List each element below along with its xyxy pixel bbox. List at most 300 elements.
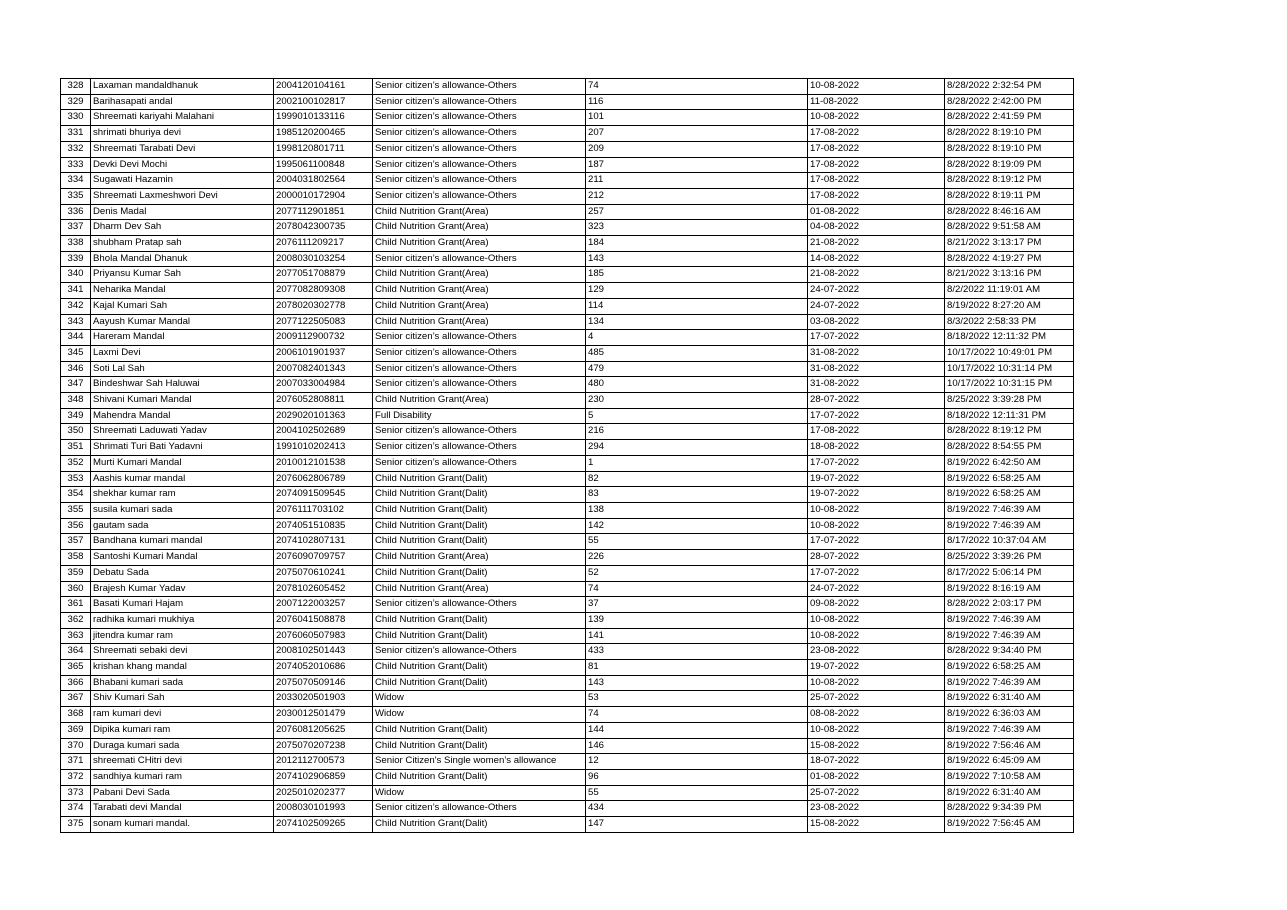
timestamp-cell: 8/28/2022 8:54:55 PM bbox=[945, 440, 1074, 456]
serial-number-cell: 338 bbox=[61, 236, 91, 252]
table-row bbox=[61, 236, 1074, 252]
amount-cell: 74 bbox=[586, 707, 808, 723]
timestamp-cell: 8/19/2022 7:56:46 AM bbox=[945, 738, 1074, 754]
name-cell: Tarabati devi Mandal bbox=[91, 801, 274, 817]
table-row bbox=[61, 94, 1074, 110]
amount-cell: 1 bbox=[586, 455, 808, 471]
id-number-cell: 2006101901937 bbox=[274, 345, 373, 361]
date-cell: 09-08-2022 bbox=[808, 597, 945, 613]
name-cell: ram kumari devi bbox=[91, 707, 274, 723]
id-number-cell: 2012112700573 bbox=[274, 754, 373, 770]
timestamp-cell: 8/21/2022 3:13:16 PM bbox=[945, 267, 1074, 283]
amount-cell: 142 bbox=[586, 518, 808, 534]
id-number-cell: 2007082401343 bbox=[274, 361, 373, 377]
table-row bbox=[61, 110, 1074, 126]
date-cell: 25-07-2022 bbox=[808, 691, 945, 707]
allowance-type-cell: Senior citizen’s allowance-Others bbox=[373, 455, 586, 471]
table-row bbox=[61, 440, 1074, 456]
name-cell: Duraga kumari sada bbox=[91, 738, 274, 754]
serial-number-cell: 334 bbox=[61, 173, 91, 189]
date-cell: 17-08-2022 bbox=[808, 173, 945, 189]
allowance-type-cell: Senior citizen’s allowance-Others bbox=[373, 79, 586, 95]
amount-cell: 5 bbox=[586, 408, 808, 424]
name-cell: Kajal Kumari Sah bbox=[91, 298, 274, 314]
allowance-type-cell: Senior citizen’s allowance-Others bbox=[373, 126, 586, 142]
table-row bbox=[61, 550, 1074, 566]
timestamp-cell: 8/25/2022 3:39:28 PM bbox=[945, 393, 1074, 409]
table-row bbox=[61, 424, 1074, 440]
allowance-type-cell: Child Nutrition Grant(Dalit) bbox=[373, 817, 586, 833]
serial-number-cell: 369 bbox=[61, 722, 91, 738]
amount-cell: 226 bbox=[586, 550, 808, 566]
allowance-type-cell: Full Disability bbox=[373, 408, 586, 424]
table-body bbox=[61, 79, 1074, 833]
table-row bbox=[61, 471, 1074, 487]
serial-number-cell: 375 bbox=[61, 817, 91, 833]
serial-number-cell: 372 bbox=[61, 769, 91, 785]
id-number-cell: 2007122003257 bbox=[274, 597, 373, 613]
id-number-cell: 2076111703102 bbox=[274, 502, 373, 518]
date-cell: 17-08-2022 bbox=[808, 157, 945, 173]
date-cell: 10-08-2022 bbox=[808, 612, 945, 628]
date-cell: 10-08-2022 bbox=[808, 675, 945, 691]
date-cell: 19-07-2022 bbox=[808, 471, 945, 487]
timestamp-cell: 8/19/2022 6:42:50 AM bbox=[945, 455, 1074, 471]
date-cell: 21-08-2022 bbox=[808, 236, 945, 252]
table-row bbox=[61, 628, 1074, 644]
allowance-type-cell: Widow bbox=[373, 691, 586, 707]
allowance-type-cell: Child Nutrition Grant(Dalit) bbox=[373, 534, 586, 550]
serial-number-cell: 331 bbox=[61, 126, 91, 142]
id-number-cell: 2010012101538 bbox=[274, 455, 373, 471]
date-cell: 17-07-2022 bbox=[808, 455, 945, 471]
allowance-type-cell: Senior citizen’s allowance-Others bbox=[373, 440, 586, 456]
id-number-cell: 2077051708879 bbox=[274, 267, 373, 283]
amount-cell: 209 bbox=[586, 141, 808, 157]
timestamp-cell: 8/28/2022 9:34:40 PM bbox=[945, 644, 1074, 660]
table-row bbox=[61, 251, 1074, 267]
date-cell: 24-07-2022 bbox=[808, 298, 945, 314]
amount-cell: 257 bbox=[586, 204, 808, 220]
name-cell: Pabani Devi Sada bbox=[91, 785, 274, 801]
name-cell: Neharika Mandal bbox=[91, 283, 274, 299]
timestamp-cell: 8/19/2022 6:58:25 AM bbox=[945, 660, 1074, 676]
table-row bbox=[61, 283, 1074, 299]
table-row bbox=[61, 502, 1074, 518]
allowance-type-cell: Child Nutrition Grant(Area) bbox=[373, 220, 586, 236]
allowance-type-cell: Senior citizen’s allowance-Others bbox=[373, 345, 586, 361]
id-number-cell: 1991010202413 bbox=[274, 440, 373, 456]
date-cell: 10-08-2022 bbox=[808, 502, 945, 518]
allowance-type-cell: Child Nutrition Grant(Area) bbox=[373, 204, 586, 220]
date-cell: 01-08-2022 bbox=[808, 204, 945, 220]
serial-number-cell: 344 bbox=[61, 330, 91, 346]
date-cell: 03-08-2022 bbox=[808, 314, 945, 330]
name-cell: susila kumari sada bbox=[91, 502, 274, 518]
id-number-cell: 2074052010686 bbox=[274, 660, 373, 676]
allowance-type-cell: Senior citizen’s allowance-Others bbox=[373, 424, 586, 440]
serial-number-cell: 355 bbox=[61, 502, 91, 518]
allowance-type-cell: Child Nutrition Grant(Dalit) bbox=[373, 738, 586, 754]
timestamp-cell: 8/28/2022 8:19:12 PM bbox=[945, 173, 1074, 189]
serial-number-cell: 348 bbox=[61, 393, 91, 409]
id-number-cell: 2078042300735 bbox=[274, 220, 373, 236]
id-number-cell: 2074102509265 bbox=[274, 817, 373, 833]
table-row bbox=[61, 675, 1074, 691]
date-cell: 10-08-2022 bbox=[808, 110, 945, 126]
id-number-cell: 2008030103254 bbox=[274, 251, 373, 267]
timestamp-cell: 8/28/2022 2:32:54 PM bbox=[945, 79, 1074, 95]
allowance-type-cell: Senior citizen’s allowance-Others bbox=[373, 188, 586, 204]
date-cell: 15-08-2022 bbox=[808, 738, 945, 754]
date-cell: 19-07-2022 bbox=[808, 487, 945, 503]
id-number-cell: 2025010202377 bbox=[274, 785, 373, 801]
id-number-cell: 2076041508878 bbox=[274, 612, 373, 628]
table-row bbox=[61, 314, 1074, 330]
table-row bbox=[61, 126, 1074, 142]
timestamp-cell: 8/19/2022 6:31:40 AM bbox=[945, 785, 1074, 801]
timestamp-cell: 8/19/2022 6:58:25 AM bbox=[945, 471, 1074, 487]
timestamp-cell: 8/19/2022 7:46:39 AM bbox=[945, 502, 1074, 518]
date-cell: 17-08-2022 bbox=[808, 188, 945, 204]
serial-number-cell: 357 bbox=[61, 534, 91, 550]
name-cell: Bindeshwar Sah Haluwai bbox=[91, 377, 274, 393]
serial-number-cell: 341 bbox=[61, 283, 91, 299]
date-cell: 23-08-2022 bbox=[808, 644, 945, 660]
name-cell: Soti Lal Sah bbox=[91, 361, 274, 377]
id-number-cell: 2076060507983 bbox=[274, 628, 373, 644]
id-number-cell: 2076090709757 bbox=[274, 550, 373, 566]
allowance-type-cell: Child Nutrition Grant(Dalit) bbox=[373, 675, 586, 691]
timestamp-cell: 8/28/2022 8:19:11 PM bbox=[945, 188, 1074, 204]
id-number-cell: 2075070207238 bbox=[274, 738, 373, 754]
serial-number-cell: 328 bbox=[61, 79, 91, 95]
date-cell: 31-08-2022 bbox=[808, 361, 945, 377]
date-cell: 17-08-2022 bbox=[808, 126, 945, 142]
amount-cell: 294 bbox=[586, 440, 808, 456]
amount-cell: 485 bbox=[586, 345, 808, 361]
serial-number-cell: 358 bbox=[61, 550, 91, 566]
name-cell: Barihasapati andal bbox=[91, 94, 274, 110]
allowance-type-cell: Senior citizen’s allowance-Others bbox=[373, 94, 586, 110]
table-row bbox=[61, 267, 1074, 283]
table-row bbox=[61, 817, 1074, 833]
amount-cell: 139 bbox=[586, 612, 808, 628]
table-row bbox=[61, 738, 1074, 754]
timestamp-cell: 8/28/2022 4:19:27 PM bbox=[945, 251, 1074, 267]
amount-cell: 138 bbox=[586, 502, 808, 518]
amount-cell: 211 bbox=[586, 173, 808, 189]
allowance-type-cell: Senior citizen’s allowance-Others bbox=[373, 644, 586, 660]
timestamp-cell: 8/28/2022 8:19:12 PM bbox=[945, 424, 1074, 440]
name-cell: Shivani Kumari Mandal bbox=[91, 393, 274, 409]
timestamp-cell: 8/17/2022 5:06:14 PM bbox=[945, 565, 1074, 581]
id-number-cell: 2076062806789 bbox=[274, 471, 373, 487]
name-cell: Laxmi Devi bbox=[91, 345, 274, 361]
allowance-type-cell: Child Nutrition Grant(Dalit) bbox=[373, 471, 586, 487]
id-number-cell: 2078102605452 bbox=[274, 581, 373, 597]
name-cell: shubham Pratap sah bbox=[91, 236, 274, 252]
amount-cell: 81 bbox=[586, 660, 808, 676]
id-number-cell: 2007033004984 bbox=[274, 377, 373, 393]
amount-cell: 212 bbox=[586, 188, 808, 204]
id-number-cell: 2077122505083 bbox=[274, 314, 373, 330]
amount-cell: 4 bbox=[586, 330, 808, 346]
table-row bbox=[61, 487, 1074, 503]
id-number-cell: 2074102906859 bbox=[274, 769, 373, 785]
name-cell: Devki Devi Mochi bbox=[91, 157, 274, 173]
table-row bbox=[61, 691, 1074, 707]
amount-cell: 82 bbox=[586, 471, 808, 487]
date-cell: 17-07-2022 bbox=[808, 534, 945, 550]
timestamp-cell: 10/17/2022 10:31:14 PM bbox=[945, 361, 1074, 377]
id-number-cell: 2076111209217 bbox=[274, 236, 373, 252]
date-cell: 10-08-2022 bbox=[808, 518, 945, 534]
date-cell: 04-08-2022 bbox=[808, 220, 945, 236]
id-number-cell: 2076052808811 bbox=[274, 393, 373, 409]
amount-cell: 37 bbox=[586, 597, 808, 613]
timestamp-cell: 8/19/2022 7:46:39 AM bbox=[945, 722, 1074, 738]
date-cell: 24-07-2022 bbox=[808, 581, 945, 597]
date-cell: 25-07-2022 bbox=[808, 785, 945, 801]
name-cell: shekhar kumar ram bbox=[91, 487, 274, 503]
allowance-type-cell: Child Nutrition Grant(Dalit) bbox=[373, 565, 586, 581]
amount-cell: 74 bbox=[586, 581, 808, 597]
amount-cell: 144 bbox=[586, 722, 808, 738]
table-row bbox=[61, 204, 1074, 220]
serial-number-cell: 365 bbox=[61, 660, 91, 676]
table-row bbox=[61, 785, 1074, 801]
amount-cell: 187 bbox=[586, 157, 808, 173]
timestamp-cell: 8/19/2022 7:10:58 AM bbox=[945, 769, 1074, 785]
table-row bbox=[61, 79, 1074, 95]
serial-number-cell: 339 bbox=[61, 251, 91, 267]
name-cell: Shreemati Tarabati Devi bbox=[91, 141, 274, 157]
allowance-type-cell: Child Nutrition Grant(Dalit) bbox=[373, 722, 586, 738]
date-cell: 10-08-2022 bbox=[808, 79, 945, 95]
timestamp-cell: 8/18/2022 12:11:32 PM bbox=[945, 330, 1074, 346]
timestamp-cell: 8/19/2022 6:31:40 AM bbox=[945, 691, 1074, 707]
beneficiary-table bbox=[60, 78, 1074, 833]
id-number-cell: 2075070610241 bbox=[274, 565, 373, 581]
timestamp-cell: 8/3/2022 2:58:33 PM bbox=[945, 314, 1074, 330]
date-cell: 31-08-2022 bbox=[808, 377, 945, 393]
table-row bbox=[61, 644, 1074, 660]
allowance-type-cell: Senior citizen’s allowance-Others bbox=[373, 141, 586, 157]
table-row bbox=[61, 581, 1074, 597]
serial-number-cell: 371 bbox=[61, 754, 91, 770]
amount-cell: 129 bbox=[586, 283, 808, 299]
amount-cell: 216 bbox=[586, 424, 808, 440]
serial-number-cell: 350 bbox=[61, 424, 91, 440]
allowance-type-cell: Child Nutrition Grant(Area) bbox=[373, 550, 586, 566]
date-cell: 21-08-2022 bbox=[808, 267, 945, 283]
timestamp-cell: 8/19/2022 7:46:39 AM bbox=[945, 612, 1074, 628]
amount-cell: 143 bbox=[586, 675, 808, 691]
amount-cell: 101 bbox=[586, 110, 808, 126]
amount-cell: 146 bbox=[586, 738, 808, 754]
table-row bbox=[61, 455, 1074, 471]
serial-number-cell: 330 bbox=[61, 110, 91, 126]
name-cell: Priyansu Kumar Sah bbox=[91, 267, 274, 283]
id-number-cell: 2008102501443 bbox=[274, 644, 373, 660]
name-cell: Dharm Dev Sah bbox=[91, 220, 274, 236]
allowance-type-cell: Senior citizen’s allowance-Others bbox=[373, 377, 586, 393]
timestamp-cell: 8/19/2022 8:16:19 AM bbox=[945, 581, 1074, 597]
amount-cell: 83 bbox=[586, 487, 808, 503]
name-cell: Santoshi Kumari Mandal bbox=[91, 550, 274, 566]
allowance-type-cell: Widow bbox=[373, 785, 586, 801]
allowance-type-cell: Senior citizen’s allowance-Others bbox=[373, 110, 586, 126]
allowance-type-cell: Senior citizen’s allowance-Others bbox=[373, 251, 586, 267]
amount-cell: 96 bbox=[586, 769, 808, 785]
id-number-cell: 1995061100848 bbox=[274, 157, 373, 173]
amount-cell: 55 bbox=[586, 785, 808, 801]
id-number-cell: 1998120801711 bbox=[274, 141, 373, 157]
amount-cell: 134 bbox=[586, 314, 808, 330]
id-number-cell: 1999010133116 bbox=[274, 110, 373, 126]
id-number-cell: 2030012501479 bbox=[274, 707, 373, 723]
serial-number-cell: 337 bbox=[61, 220, 91, 236]
allowance-type-cell: Widow bbox=[373, 707, 586, 723]
timestamp-cell: 8/28/2022 9:51:58 AM bbox=[945, 220, 1074, 236]
amount-cell: 433 bbox=[586, 644, 808, 660]
amount-cell: 480 bbox=[586, 377, 808, 393]
table-row bbox=[61, 518, 1074, 534]
id-number-cell: 2033020501903 bbox=[274, 691, 373, 707]
name-cell: sandhiya kumari ram bbox=[91, 769, 274, 785]
allowance-type-cell: Child Nutrition Grant(Area) bbox=[373, 314, 586, 330]
table-row bbox=[61, 597, 1074, 613]
date-cell: 14-08-2022 bbox=[808, 251, 945, 267]
serial-number-cell: 343 bbox=[61, 314, 91, 330]
timestamp-cell: 8/28/2022 2:42:00 PM bbox=[945, 94, 1074, 110]
name-cell: Shrimati Turi Bati Yadavni bbox=[91, 440, 274, 456]
serial-number-cell: 361 bbox=[61, 597, 91, 613]
timestamp-cell: 8/19/2022 7:56:45 AM bbox=[945, 817, 1074, 833]
table-row bbox=[61, 188, 1074, 204]
id-number-cell: 2002100102817 bbox=[274, 94, 373, 110]
name-cell: Shreemati sebaki devi bbox=[91, 644, 274, 660]
table-row bbox=[61, 707, 1074, 723]
table-row bbox=[61, 361, 1074, 377]
timestamp-cell: 8/19/2022 6:58:25 AM bbox=[945, 487, 1074, 503]
name-cell: Bhabani kumari sada bbox=[91, 675, 274, 691]
allowance-type-cell: Senior citizen’s allowance-Others bbox=[373, 330, 586, 346]
allowance-type-cell: Senior citizen’s allowance-Others bbox=[373, 801, 586, 817]
allowance-type-cell: Senior citizen’s allowance-Others bbox=[373, 361, 586, 377]
table-row bbox=[61, 330, 1074, 346]
amount-cell: 53 bbox=[586, 691, 808, 707]
name-cell: Basati Kumari Hajam bbox=[91, 597, 274, 613]
timestamp-cell: 8/19/2022 6:45:09 AM bbox=[945, 754, 1074, 770]
name-cell: shreemati CHitri devi bbox=[91, 754, 274, 770]
amount-cell: 184 bbox=[586, 236, 808, 252]
id-number-cell: 2004120104161 bbox=[274, 79, 373, 95]
amount-cell: 323 bbox=[586, 220, 808, 236]
table-row bbox=[61, 754, 1074, 770]
name-cell: Sugawati Hazamin bbox=[91, 173, 274, 189]
timestamp-cell: 8/19/2022 7:46:39 AM bbox=[945, 628, 1074, 644]
timestamp-cell: 10/17/2022 10:49:01 PM bbox=[945, 345, 1074, 361]
name-cell: Shreemati Laxmeshwori Devi bbox=[91, 188, 274, 204]
name-cell: krishan khang mandal bbox=[91, 660, 274, 676]
serial-number-cell: 356 bbox=[61, 518, 91, 534]
timestamp-cell: 8/28/2022 8:19:09 PM bbox=[945, 157, 1074, 173]
amount-cell: 185 bbox=[586, 267, 808, 283]
serial-number-cell: 336 bbox=[61, 204, 91, 220]
allowance-type-cell: Child Nutrition Grant(Area) bbox=[373, 267, 586, 283]
date-cell: 10-08-2022 bbox=[808, 722, 945, 738]
timestamp-cell: 8/28/2022 8:46:16 AM bbox=[945, 204, 1074, 220]
table-row bbox=[61, 157, 1074, 173]
table-row bbox=[61, 377, 1074, 393]
name-cell: Bandhana kumari mandal bbox=[91, 534, 274, 550]
id-number-cell: 2004102502689 bbox=[274, 424, 373, 440]
amount-cell: 55 bbox=[586, 534, 808, 550]
table-row bbox=[61, 565, 1074, 581]
id-number-cell: 2075070509146 bbox=[274, 675, 373, 691]
table-row bbox=[61, 534, 1074, 550]
serial-number-cell: 352 bbox=[61, 455, 91, 471]
timestamp-cell: 8/28/2022 9:34:39 PM bbox=[945, 801, 1074, 817]
serial-number-cell: 347 bbox=[61, 377, 91, 393]
date-cell: 24-07-2022 bbox=[808, 283, 945, 299]
timestamp-cell: 8/25/2022 3:39:26 PM bbox=[945, 550, 1074, 566]
timestamp-cell: 8/28/2022 2:03:17 PM bbox=[945, 597, 1074, 613]
name-cell: Brajesh Kumar Yadav bbox=[91, 581, 274, 597]
table-row bbox=[61, 769, 1074, 785]
amount-cell: 74 bbox=[586, 79, 808, 95]
serial-number-cell: 366 bbox=[61, 675, 91, 691]
allowance-type-cell: Child Nutrition Grant(Dalit) bbox=[373, 487, 586, 503]
serial-number-cell: 329 bbox=[61, 94, 91, 110]
name-cell: Aashis kumar mandal bbox=[91, 471, 274, 487]
timestamp-cell: 8/28/2022 2:41:59 PM bbox=[945, 110, 1074, 126]
amount-cell: 52 bbox=[586, 565, 808, 581]
name-cell: Debatu Sada bbox=[91, 565, 274, 581]
date-cell: 23-08-2022 bbox=[808, 801, 945, 817]
name-cell: Hareram Mandal bbox=[91, 330, 274, 346]
timestamp-cell: 8/28/2022 8:19:10 PM bbox=[945, 126, 1074, 142]
date-cell: 19-07-2022 bbox=[808, 660, 945, 676]
id-number-cell: 1985120200465 bbox=[274, 126, 373, 142]
amount-cell: 479 bbox=[586, 361, 808, 377]
timestamp-cell: 8/28/2022 8:19:10 PM bbox=[945, 141, 1074, 157]
serial-number-cell: 368 bbox=[61, 707, 91, 723]
serial-number-cell: 333 bbox=[61, 157, 91, 173]
table-row bbox=[61, 220, 1074, 236]
name-cell: Shiv Kumari Sah bbox=[91, 691, 274, 707]
id-number-cell: 2074102807131 bbox=[274, 534, 373, 550]
table-row bbox=[61, 141, 1074, 157]
timestamp-cell: 8/19/2022 6:36:03 AM bbox=[945, 707, 1074, 723]
table-row bbox=[61, 660, 1074, 676]
id-number-cell: 2077112901851 bbox=[274, 204, 373, 220]
allowance-type-cell: Child Nutrition Grant(Area) bbox=[373, 236, 586, 252]
amount-cell: 143 bbox=[586, 251, 808, 267]
amount-cell: 141 bbox=[586, 628, 808, 644]
date-cell: 17-07-2022 bbox=[808, 408, 945, 424]
allowance-type-cell: Senior citizen’s allowance-Others bbox=[373, 173, 586, 189]
serial-number-cell: 362 bbox=[61, 612, 91, 628]
serial-number-cell: 353 bbox=[61, 471, 91, 487]
id-number-cell: 2076081205625 bbox=[274, 722, 373, 738]
amount-cell: 207 bbox=[586, 126, 808, 142]
allowance-type-cell: Child Nutrition Grant(Dalit) bbox=[373, 502, 586, 518]
name-cell: radhika kumari mukhiya bbox=[91, 612, 274, 628]
date-cell: 18-07-2022 bbox=[808, 754, 945, 770]
